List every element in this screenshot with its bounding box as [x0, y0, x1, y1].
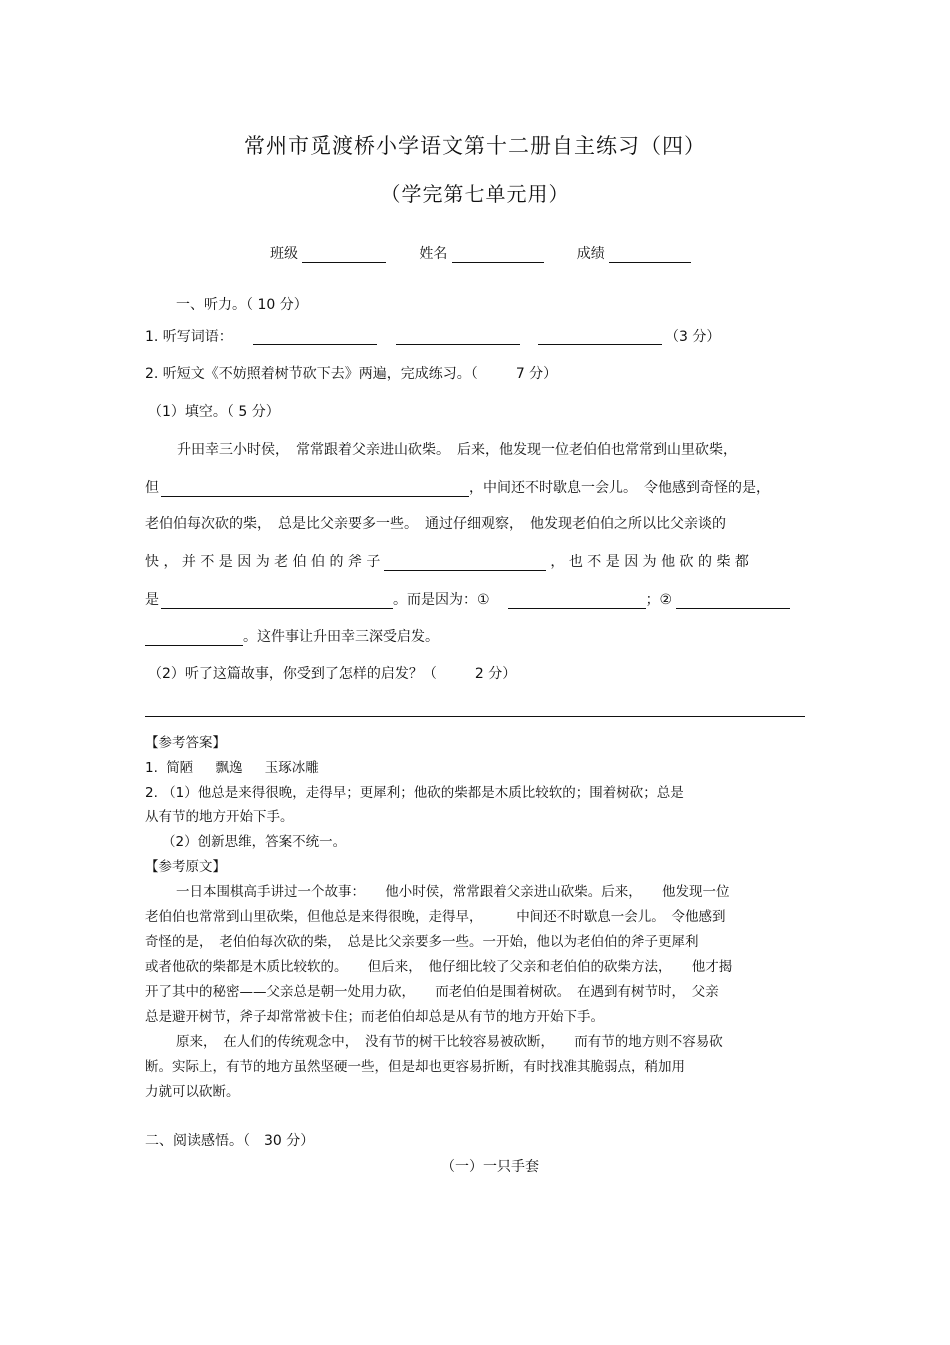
q2-points: 7 分）	[515, 366, 558, 382]
fill-blank-4[interactable]	[508, 593, 646, 609]
fill-blank-1[interactable]	[161, 481, 469, 497]
class-label: 班级	[270, 246, 298, 262]
fill-line-4	[145, 551, 749, 571]
sub2-text	[148, 663, 516, 683]
section1-heading: 一、听力。（ 10 分）	[176, 297, 308, 313]
fill-line-4-prefix: 快 ， 并 不 是 因 为 老 伯 伯 的 斧 子	[145, 554, 381, 570]
original-heading: 【参考原文】	[145, 859, 226, 875]
page-title: 常州市觅渡桥小学语文第十二册自主练习（四）	[244, 134, 706, 158]
fill-line-6-suffix: 。这件事让升田幸三深受启发。	[243, 629, 439, 645]
original-line: 断。实际上，有节的地方虽然坚硬一些，但是却也更容易折断，有时找准其脆弱点，稍加用	[145, 1059, 685, 1075]
q1-label: 1. 听写词语：	[145, 329, 233, 345]
fill-blank-6[interactable]	[145, 630, 243, 646]
page-subtitle: （学完第七单元用）	[380, 182, 570, 206]
original-line: 开了其中的秘密——父亲总是朝一处用力砍， 而老伯伯是围着树砍。 在遇到有树节时， 父亲	[145, 984, 719, 1000]
sub2-points: 2 分）	[474, 666, 517, 682]
original-line: 奇怪的是， 老伯伯每次砍的柴， 总是比父亲要多一些。一开始，他以为老伯伯的斧子更犀利	[145, 934, 699, 950]
sub2-answer-line[interactable]	[145, 716, 805, 717]
section2-heading: 二、阅读感悟。（ 30 分）	[145, 1133, 315, 1149]
info-row	[270, 243, 691, 263]
fill-blank-2[interactable]	[384, 555, 546, 571]
fill-line-5-mid: 。而是因为：①	[393, 592, 490, 608]
score-field[interactable]	[609, 247, 691, 263]
q1-blank-1[interactable]	[253, 344, 377, 345]
original-line: 原来， 在人们的传统观念中， 没有节的树干比较容易被砍断， 而有节的地方则不容易砍	[176, 1034, 723, 1050]
fill-line-5-prefix: 是	[145, 592, 159, 608]
original-line: 一日本围棋高手讲过一个故事： 他小时侯，常常跟着父亲进山砍柴。后来， 他发现一位	[176, 884, 730, 900]
q2-text	[145, 363, 557, 383]
answer-word: 玉琢冰雕	[264, 760, 319, 776]
q2-question: 2. 听短文《不妨照着树节砍下去》两遍，完成练习。（	[145, 366, 478, 382]
fill-line-1: 升田幸三小时侯， 常常跟着父亲进山砍柴。 后来，他发现一位老伯伯也常常到山里砍柴，	[177, 442, 737, 458]
q1-blank-2[interactable]	[396, 344, 520, 345]
fill-line-2-prefix: 但	[145, 480, 159, 496]
q1-points: （3 分）	[665, 329, 721, 345]
answers-heading: 【参考答案】	[145, 735, 226, 751]
fill-line-6	[145, 626, 439, 646]
score-label: 成绩	[576, 246, 605, 262]
fill-line-4-suffix: ， 也 不 是 因 为 他 砍 的 柴 都	[550, 554, 749, 570]
answer-1	[145, 756, 319, 776]
answer-1-label: 1.	[145, 760, 158, 776]
name-label: 姓名	[419, 246, 448, 262]
answer-2-line-2: 从有节的地方开始下手。	[145, 809, 294, 825]
sub1-heading: （1）填空。（ 5 分）	[148, 404, 280, 420]
fill-line-3: 老伯伯每次砍的柴， 总是比父亲要多一些。 通过仔细观察， 他发现老伯伯之所以比父亲谈的	[145, 516, 726, 532]
q1-blank-3[interactable]	[538, 344, 662, 345]
fill-line-2-suffix: ，中间还不时歇息一会儿。 令他感到奇怪的是，	[469, 480, 770, 496]
fill-blank-3[interactable]	[161, 593, 393, 609]
answer-2-line-1: 2. （1）他总是来得很晚，走得早；更犀利；他砍的柴都是木质比较软的；围着树砍；总是	[145, 785, 684, 801]
fill-line-5-mark2: ；②	[645, 592, 673, 608]
name-field[interactable]	[452, 247, 544, 263]
answer-2-line-3: （2）创新思维，答案不统一。	[162, 834, 347, 850]
passage-title: （一）一只手套	[441, 1159, 539, 1175]
fill-line-5	[145, 589, 790, 609]
answer-word: 飘逸	[215, 760, 243, 776]
original-line: 或者他砍的柴都是木质比较软的。 但后来， 他仔细比较了父亲和老伯伯的砍柴方法， 他才揭	[145, 959, 733, 975]
original-line: 力就可以砍断。	[145, 1084, 240, 1100]
original-line: 总是避开树节，斧子却常常被卡住；而老伯伯却总是从有节的地方开始下手。	[145, 1009, 604, 1025]
fill-blank-5[interactable]	[676, 593, 790, 609]
fill-line-2	[145, 477, 770, 497]
sub2-question: （2）听了这篇故事，你受到了怎样的启发？（	[148, 666, 437, 682]
answer-word: 简陋	[166, 760, 194, 776]
original-line: 老伯伯也常常到山里砍柴，但他总是来得很晚，走得早， 中间还不时歇息一会儿。 令他感到	[145, 909, 726, 925]
class-field[interactable]	[302, 247, 386, 263]
